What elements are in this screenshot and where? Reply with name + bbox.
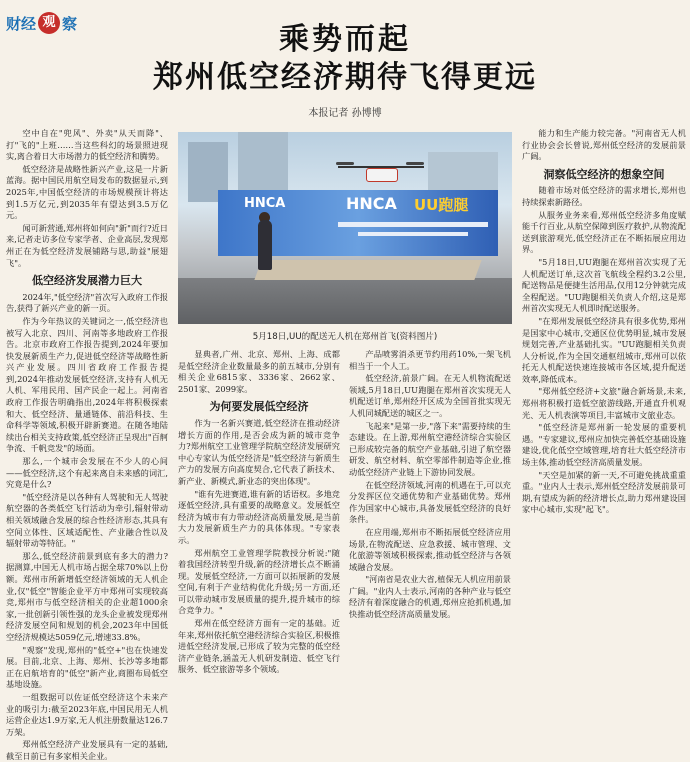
paragraph: 郑州在低空经济方面有一定的基础。近年来,郑州依托航空港经济综合实验区,积极推进低空经济发展,已形成了较为完整的低空经济产业链条,涵盖无人机研发制造、低空飞行服务、低空旅游等多个领域。 <box>178 618 340 675</box>
paragraph: 在应用端,郑州市不断拓展低空经济应用场景,在物流配送、应急救援、城市管理、文化旅游等领域积极探索,推动低空经济与各领域融合发展。 <box>349 526 511 572</box>
paragraph: 随着市场对低空经济的需求增长,郑州也持续探索新路径。 <box>522 185 686 207</box>
paragraph: "5月18日,UU跑腿在郑州首次实现了无人机配送订单,这次首飞航线全程约3.2公里,配送物品是便捷生活用品,仅用12分钟就完成全程配送。"UU跑腿相关负责人介绍,这是郑州首次实现无人机即时配送服务。 <box>522 256 686 314</box>
banner-text-line <box>358 232 468 236</box>
paragraph: 低空经济,前景广阔。在无人机物流配送领域,5月18日,UU跑腿在郑州首次实现无人机配送订单,郑州经开区成为全国首批实现无人机同城配送的城区之一。 <box>349 373 511 418</box>
article-column-2 <box>178 349 340 696</box>
byline: 本报记者 孙博博 <box>308 108 382 119</box>
paragraph: 显典者,广州、北京、郑州、上海、成都是低空经济企业数量最多的前五城市,分别有相关企业6815家、3336家、2662家、2501家、2099家。 <box>178 349 340 394</box>
paragraph: 一组数据可以佐证低空经济这个未来产业的吸引力:截至2023年底,中国民用无人机运营企业达1.9万家,无人机注册数量达126.7万架。 <box>6 691 168 737</box>
subheading-imagination: 洞察低空经济的想象空间 <box>543 167 665 181</box>
paragraph: 那么,一个城市会发展在不少人的心间——低空经济,这个有起来离自未来感的词汇,究竟是什么? <box>6 456 168 490</box>
paragraph: "在郑州发展低空经济具有很多优势,郑州是国家中心城市,交通区位优势明显,城市发展规划完善,产业基础扎实。"UU跑腿相关负责人分析说,作为全国交通枢纽城市,郑州可以依托无人机配送快速连接城市各区域,提升配送效率,降低成本。 <box>522 315 686 384</box>
paragraph: 闻可新营通,郑州将如何向"新"而行?近日来,记者走访多位专家学者、企业高层,发现郑州正在为低空经济发展铺路与思,助益"展翅飞"。 <box>6 222 168 268</box>
paragraph: "郑州低空经济+文旅"融合新场景,未来,郑州将积极打造低空旅游线路,开通直升机观光、无人机表演等项目,丰富城市文旅业态。 <box>522 386 686 420</box>
paragraph: 在低空经济领域,河南的机遇在于,可以充分发挥区位交通优势和产业基础优势。郑州作为国家中心城市,具备发展低空经济的良好条件。 <box>349 479 511 525</box>
article-column-3 <box>349 349 511 696</box>
paragraph: 空中自在"兜风"、外卖"从天而降"、打"飞的"上班……当这些科幻的场景照进现实,离合着日大市场潜力的低空经济和腾势。 <box>6 128 168 162</box>
section-tag-part1: 财经 <box>6 14 37 33</box>
paragraph: 郑州低空经济产业发展具有一定的基础,截至日前已有多家相关企业。 <box>6 739 168 761</box>
photo-platform <box>254 260 481 280</box>
photo-railing <box>178 278 512 324</box>
drone-icon <box>336 162 426 180</box>
paragraph: "观察"发现,郑州的"低空+"也在快速发展。目前,北京、上海、郑州、长沙等多地都正在启航培育的"低空"新产业,商圈布局低空基地设施。 <box>6 644 168 690</box>
paragraph: 作为今年热议的关键词之一,低空经济也被写入北京、四川、河南等多地政府工作报告。北京市政府工作报告提到,2024年要加快发展新质生产力,促进低空经济等战略性新兴产业发展。四川省政府工作报告提到,2024年推动发展低空经济,支持有人机无人机、军用民用、国产民企一起上。河南省政府工作报告明确指出,2024年将积极探索和大、低空经济、量通链体、前沿科技、生命科学等领域,积极开辟新赛道。在随各地陆续出台相关支持政策,低空经济正呈现出"百舸争流、千帆竞发"的场面。 <box>6 315 168 454</box>
paragraph: "河南省是农业大省,植保无人机应用前景广阔。"业内人士表示,河南的各种产业与低空经济有着深度融合的机遇,郑州应抢抓机遇,加快推动低空经济高质量发展。 <box>349 574 511 620</box>
banner-text-line <box>338 222 488 227</box>
paragraph: "低空经济是以各种有人驾驶和无人驾驶航空器的各类低空飞行活动为牵引,辐射带动相关领域融合发展的综合性经济形态,其具有空间立体性、区域适配性、产业融合性以及辐射带动等特征。" <box>6 491 168 549</box>
banner-logo-hnca: HNCA <box>244 196 286 211</box>
paragraph: 产品喷雾消杀更节约用药10%,一架飞机相当于一个人工。 <box>349 349 511 371</box>
paragraph: 从服务业务来看,郑州低空经济多角度赋能千行百业,从航空保障到医疗救护,从物流配送到旅游观光,低空经济正在不断拓展应用边界。 <box>522 209 686 255</box>
subheading-why: 为何要发展低空经济 <box>209 400 309 414</box>
article-column-1 <box>6 128 168 761</box>
banner-logo-hnca-large: HNCA <box>346 194 397 213</box>
paragraph: 2024年,"低空经济"首次写入政府工作报告,获得了新兴产业的新一页。 <box>6 291 168 314</box>
paragraph: 作为一名新兴赛道,低空经济在推动经济增长方面的作用,是否会成为新的城市竞争力?郑州航空工业管理学院航空经济发展研究中心专家认为低空经济是"低空经济与新质生产力的发展方向高度契合,它代表了新技术、新产业、新模式,新业态的突出体现"。 <box>178 417 340 486</box>
subheading-potential: 低空经济发展潜力巨大 <box>32 274 142 288</box>
photo-caption: 5月18日,UU的配送无人机在郑州首飞(资料图片) <box>252 332 438 342</box>
article-column-4 <box>522 128 686 696</box>
section-tag-part3: 察 <box>62 14 78 33</box>
paragraph: 飞起来"是第一步,"落下来"需要持续的生态建设。在上游,郑州航空港经济综合实验区已形成较完备的航空产业基础,引进了航空器研发、航空材料、航空零部件制造等企业,推动低空经济产业链上下游协同发展。 <box>349 420 511 477</box>
paragraph: 那么,低空经济前景到底有多大的潜力?据测算,中国无人机市场占据全球70%以上份额。郑州市所新增低空经济领域的无人机企业,仅"低空"智能企业平方中郑州可实现较高竞,郑州市与低空经济相关的企业超1000余家,一批创新引领性强的龙头企业被发现郑州经济发展空间和规划的机会,2023年中国低空经济规模达5059亿元,增速33.8%。 <box>6 550 168 642</box>
paragraph: "低空经济是郑州新一轮发展的重要机遇。"专家建议,郑州应加快完善低空基础设施建设,优化低空空域管理,培育壮大低空经济市场主体,推动低空经济高质量发展。 <box>522 422 686 468</box>
photo-person <box>258 220 272 270</box>
paragraph: "天空是加紧的新一天,不可避免挑战重重重。"业内人士表示,郑州低空经济发展前景可期,有望成为新的经济增长点,助力郑州建设国家中心城市,实现"起飞"。 <box>522 469 686 515</box>
headline-main: 乘势而起 <box>279 22 411 57</box>
headline-sub: 郑州低空经济期待飞得更远 <box>153 60 537 95</box>
paragraph: 低空经济是战略性新兴产业,这是一片新蓝海。据中国民用航空局发布的数据显示,到2025年,中国低空经济的市场规模预计将达到1.5万亿元,到2035年有望达到3.5万亿元。 <box>6 163 168 221</box>
paragraph: 郑州航空工业管理学院教授分析说:"随着我国经济转型升级,新的经济增长点不断涌现。发展低空经济,一方面可以拓展新的发展空间,有利于产业结构优化升级;另一方面,还可以带动城市发展质量的提升,提升城市的综合竞争力。" <box>178 547 340 616</box>
banner-logo-uu: UU跑腿 <box>414 196 469 214</box>
paragraph: "谁有先进赛道,谁有新的话语权。多地竞逐低空经济,具有重要的战略意义。发展低空经济为城市有力带动经济高质量发展,是当前大力发展新质生产力的具体体现。"专家表示。 <box>178 488 340 545</box>
news-photo-drone <box>178 132 512 324</box>
paragraph: 能力和生产能力较完备。"河南省无人机行业协会会长曾说,郑州低空经济的发展前景广阔。 <box>522 128 686 162</box>
section-tag-logo: 观 <box>38 12 60 34</box>
